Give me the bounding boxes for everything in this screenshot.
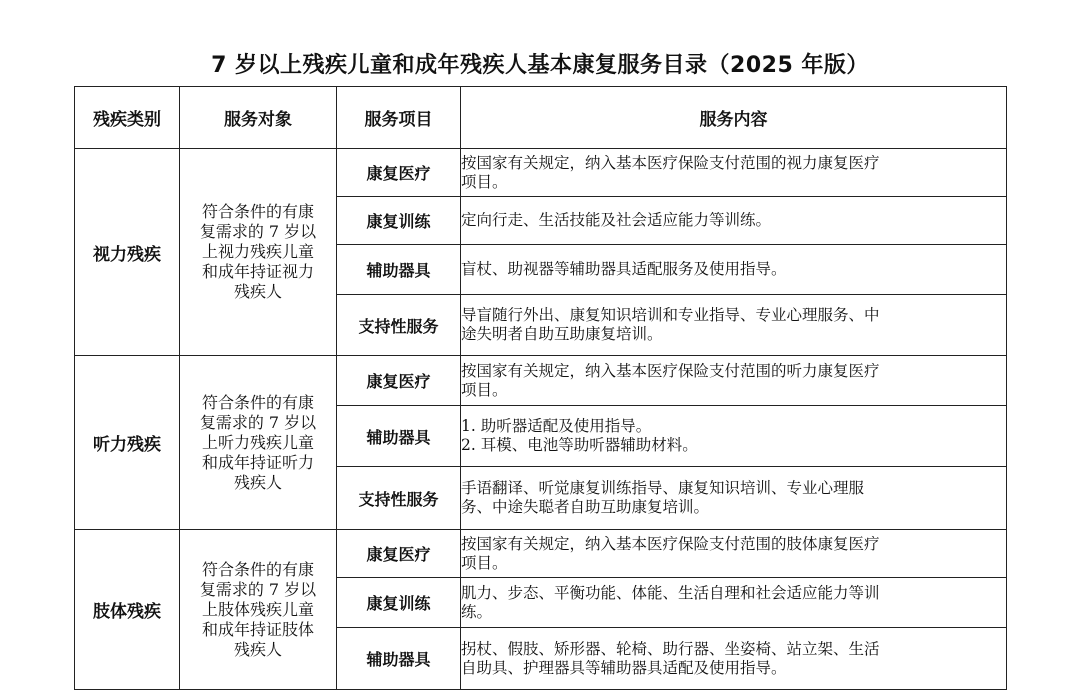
table-row xyxy=(75,530,1007,578)
content-line: 按国家有关规定，纳入基本医疗保险支付范围的听力康复医疗 xyxy=(461,361,880,380)
target-line: 和成年持证听力 xyxy=(201,452,314,472)
target-line: 残疾人 xyxy=(233,282,282,301)
target-line: 残疾人 xyxy=(233,639,282,659)
category-cell: 肢体残疾 xyxy=(75,530,180,690)
service-content-cell xyxy=(461,406,1007,467)
service-item-cell: 辅助器具 xyxy=(337,406,461,467)
target-line: 复需求的 7 岁以 xyxy=(199,579,317,599)
header-category: 残疾类别 xyxy=(75,87,180,149)
target-line: 符合条件的有康 xyxy=(201,392,314,412)
target-line: 残疾人 xyxy=(233,472,282,492)
category-cell: 视力残疾 xyxy=(75,149,180,356)
content-line: 按国家有关规定，纳入基本医疗保险支付范围的视力康复医疗 xyxy=(461,153,880,172)
target-line: 上肢体残疾儿童 xyxy=(201,599,314,619)
header-target: 服务对象 xyxy=(180,87,337,149)
service-content-cell xyxy=(461,245,1007,295)
target-line: 和成年持证肢体 xyxy=(201,619,314,639)
service-content-cell xyxy=(461,197,1007,245)
content-line: 务、中途失聪者自助互助康复培训。 xyxy=(461,498,710,516)
target-line: 上听力残疾儿童 xyxy=(201,432,314,452)
service-content-cell xyxy=(461,356,1007,406)
page-title: 7 岁以上残疾儿童和成年残疾人基本康复服务目录（2025 年版） xyxy=(211,53,869,78)
table-row xyxy=(75,149,1007,197)
service-catalog-table xyxy=(74,86,1007,690)
header-content: 服务内容 xyxy=(461,87,1007,149)
content-line: 按国家有关规定，纳入基本医疗保险支付范围的肢体康复医疗 xyxy=(461,534,880,553)
content-line: 定向行走、生活技能及社会适应能力等训练。 xyxy=(461,211,772,229)
table-header-row xyxy=(75,87,1007,149)
service-item-cell: 康复训练 xyxy=(337,197,461,245)
service-content-cell xyxy=(461,149,1007,197)
content-line: 2. 耳模、电池等助听器辅助材料。 xyxy=(461,436,698,454)
service-item-cell: 辅助器具 xyxy=(337,628,461,690)
service-content-cell xyxy=(461,467,1007,530)
service-item-cell: 支持性服务 xyxy=(337,295,461,356)
content-line: 自助具、护理器具等辅助器具适配及使用指导。 xyxy=(461,658,787,677)
target-cell xyxy=(180,530,337,690)
service-content-cell xyxy=(461,295,1007,356)
target-line: 和成年持证视力 xyxy=(201,262,314,281)
content-line: 肌力、步态、平衡功能、体能、生活自理和社会适应能力等训 xyxy=(461,583,880,602)
content-line: 练。 xyxy=(461,602,493,621)
target-cell xyxy=(180,149,337,356)
content-line: 盲杖、助视器等辅助器具适配服务及使用指导。 xyxy=(461,260,787,278)
content-line: 项目。 xyxy=(461,553,508,572)
content-line: 1. 助听器适配及使用指导。 xyxy=(461,417,652,435)
content-line: 导盲随行外出、康复知识培训和专业指导、专业心理服务、中 xyxy=(461,306,880,324)
service-item-cell: 康复医疗 xyxy=(337,530,461,578)
target-line: 上视力残疾儿童 xyxy=(201,242,314,261)
service-item-cell: 支持性服务 xyxy=(337,467,461,530)
service-item-cell: 康复医疗 xyxy=(337,149,461,197)
header-item: 服务项目 xyxy=(337,87,461,149)
target-line: 复需求的 7 岁以 xyxy=(199,412,317,432)
table-body xyxy=(75,149,1007,690)
target-line: 符合条件的有康 xyxy=(201,202,314,221)
service-item-cell: 辅助器具 xyxy=(337,245,461,295)
target-line: 复需求的 7 岁以 xyxy=(199,222,317,241)
table-row xyxy=(75,356,1007,406)
category-cell: 听力残疾 xyxy=(75,356,180,530)
target-line: 符合条件的有康 xyxy=(201,559,314,579)
service-item-cell: 康复训练 xyxy=(337,578,461,628)
content-line: 途失明者自助互助康复培训。 xyxy=(461,325,663,343)
content-line: 项目。 xyxy=(461,380,508,399)
content-line: 项目。 xyxy=(461,172,508,191)
service-content-cell xyxy=(461,530,1007,578)
service-content-cell xyxy=(461,628,1007,690)
content-line: 手语翻译、听觉康复训练指导、康复知识培训、专业心理服 xyxy=(461,479,865,497)
content-line: 拐杖、假肢、矫形器、轮椅、助行器、坐姿椅、站立架、生活 xyxy=(461,639,880,658)
target-cell xyxy=(180,356,337,530)
service-content-cell xyxy=(461,578,1007,628)
service-item-cell: 康复医疗 xyxy=(337,356,461,406)
